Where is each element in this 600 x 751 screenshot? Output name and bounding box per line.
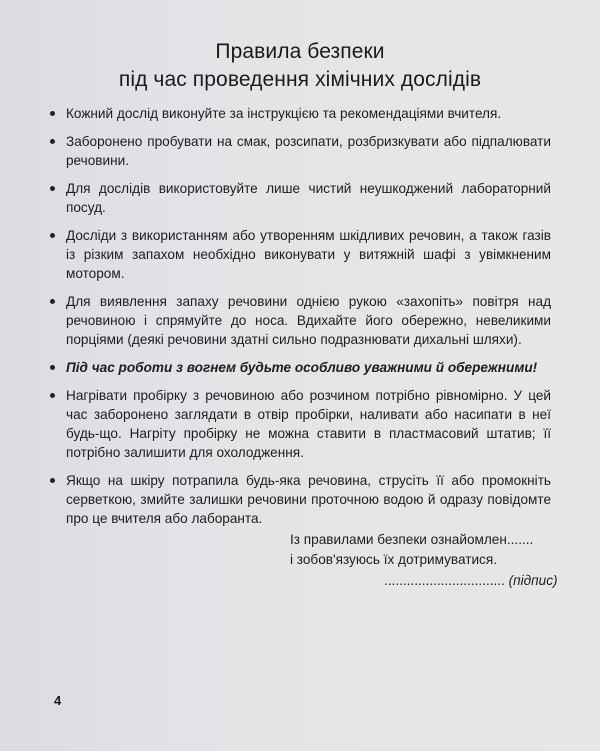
rule-text: Для виявлення запаху речовини однією рукою «захопіть» повітря над речовиною і спрямуйте до носа. Вдихайте його обережно, невеликими порціями (деякі речовини здатні сильно подразнювати дихальні шляхи). — [66, 294, 551, 347]
rule-text: Нагрівати пробірку з речовиною або розчином потрібно рівномірно. У цей час заборонено заглядати в отвір пробірки, наливати або насипати в неї будь-що. Нагріту пробірку не можна ставити в пластмасовий штатив; її потрібно залишити для охолодження. — [66, 388, 551, 460]
rule-item — [48, 471, 551, 528]
title-line-1: Правила безпеки — [215, 40, 385, 63]
bullet-icon — [50, 111, 55, 116]
rule-text: Заборонено пробувати на смак, розсипати, розбризкувати або підпалювати речовини. — [66, 134, 551, 168]
rule-item — [48, 132, 551, 170]
rule-item — [48, 292, 551, 349]
bullet-icon — [50, 139, 55, 144]
bullet-icon — [50, 299, 55, 304]
pledge-line-2: і зобов'язуюсь їх дотримуватися. — [290, 552, 497, 567]
signature-label: (підпис) — [508, 573, 558, 588]
rule-item — [48, 226, 551, 283]
rule-text: Якщо на шкіру потрапила будь-яка речовина, струсіть її або промокніть серветкою, змийте залишки речовини проточною водою й одразу повідомте про це вчителя або лаборанта. — [66, 473, 551, 526]
rule-item-emphasized — [48, 358, 551, 377]
rule-item — [48, 386, 551, 462]
page-title — [0, 38, 600, 94]
safety-rules-list — [48, 104, 551, 537]
title-line-2: під час проведення хімічних дослідів — [118, 68, 482, 91]
bullet-icon — [50, 233, 55, 238]
pledge-line-1: Із правилами безпеки ознайомлен....... — [290, 532, 534, 547]
rule-text: Під час роботи з вогнем будьте особливо уважними й обережними! — [66, 360, 538, 375]
bullet-icon — [50, 478, 55, 483]
bullet-icon — [50, 186, 55, 191]
rule-item — [48, 179, 551, 217]
rule-text: Досліди з використанням або утворенням шкідливих речовин, а також газів із різким запахом необхідно виконувати у витяжній шафі з увімкненим мотором. — [66, 228, 551, 281]
rule-text: Для дослідів використовуйте лише чистий неушкоджений лабораторний посуд. — [66, 181, 551, 215]
signature-dots: ................................ — [384, 573, 505, 588]
page-number: 4 — [54, 693, 62, 708]
rule-text: Кожний дослід виконуйте за інструкцією та рекомендаціями вчителя. — [66, 106, 502, 121]
bullet-icon — [50, 393, 55, 398]
rule-item — [48, 104, 551, 123]
bullet-icon — [50, 365, 55, 370]
signature-line — [384, 573, 558, 588]
pledge-statement — [290, 530, 560, 570]
